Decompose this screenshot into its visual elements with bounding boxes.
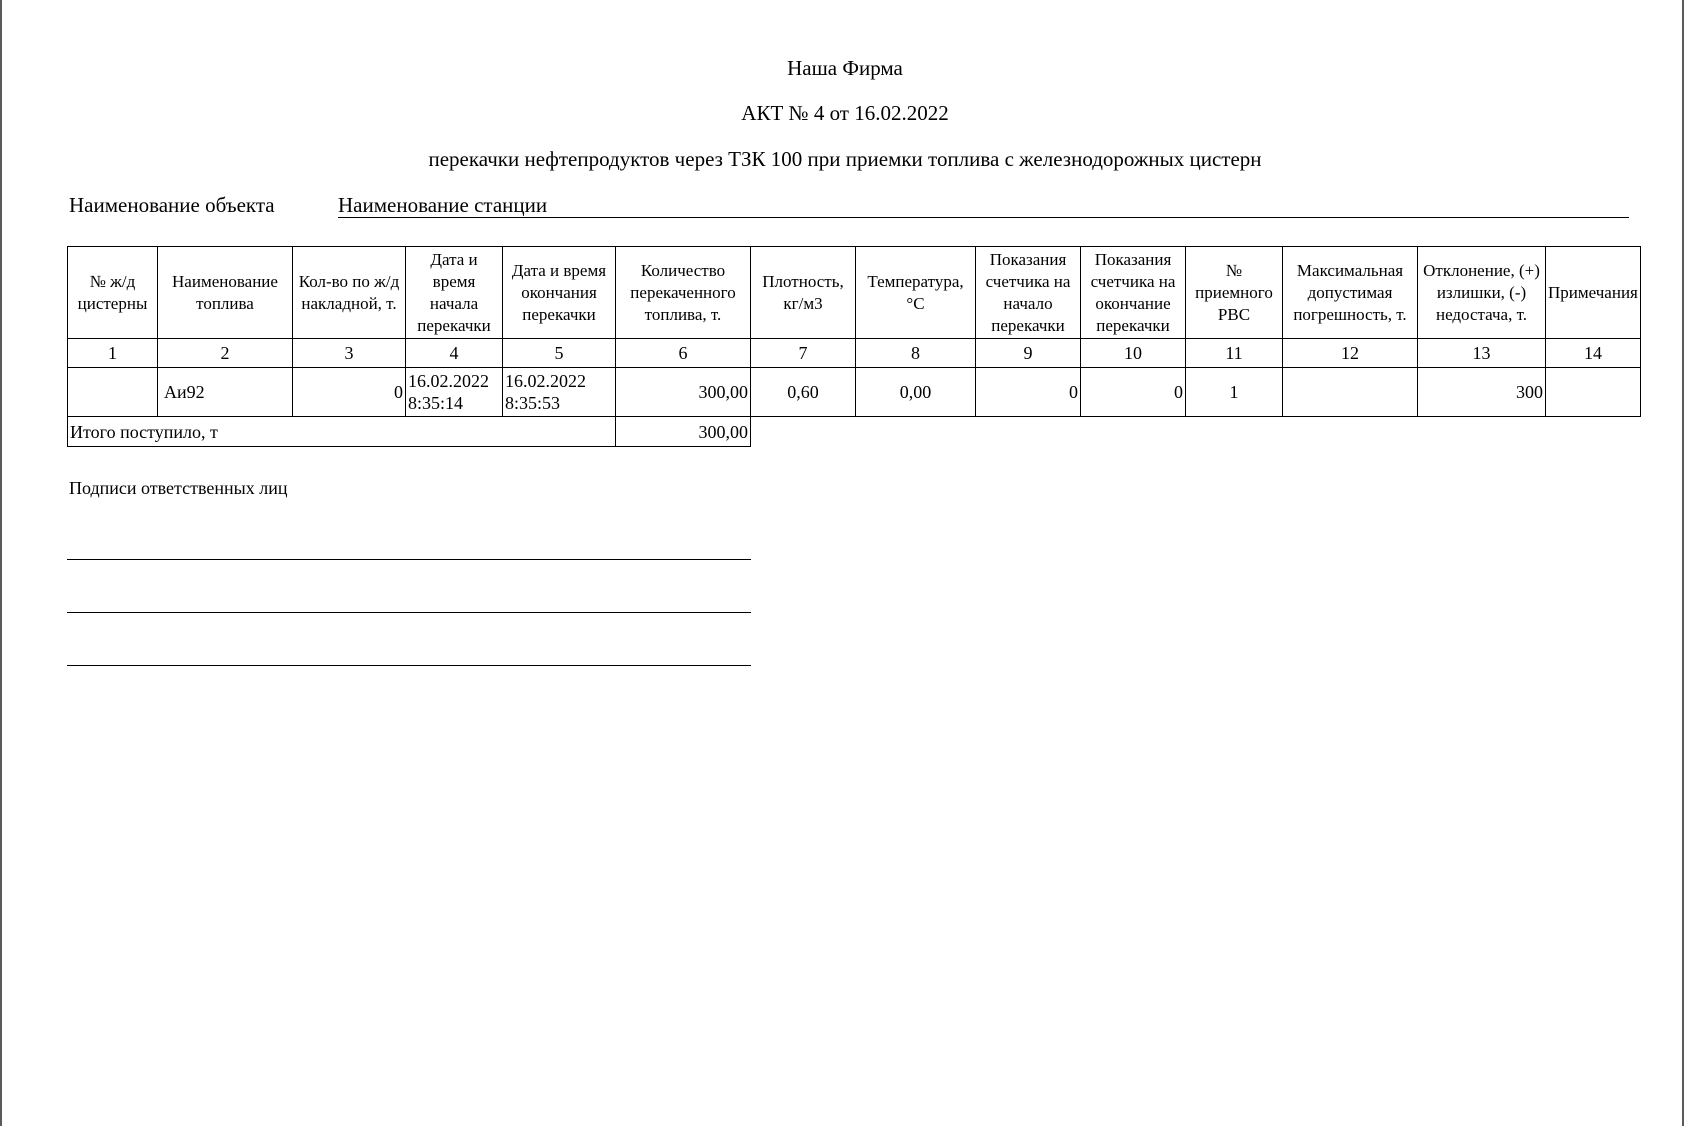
cell-meter-end: 0: [1081, 368, 1186, 417]
object-value-field: [338, 193, 1629, 218]
cell-max-error: [1283, 368, 1418, 417]
column-number: 14: [1546, 339, 1641, 368]
column-header: Дата и время окончания перекачки: [503, 247, 616, 339]
total-value: 300,00: [616, 417, 751, 447]
column-header: Количество перекаченного топлива, т.: [616, 247, 751, 339]
cell-density: 0,60: [751, 368, 856, 417]
column-header: Отклонение, (+) излишки, (-) недостача, т.: [1418, 247, 1546, 339]
column-header: Кол-во по ж/д накладной, т.: [293, 247, 406, 339]
signature-line: [67, 559, 751, 560]
column-number: 7: [751, 339, 856, 368]
cell-start-datetime: 16.02.2022 8:35:14: [406, 368, 503, 417]
pumping-table: [67, 246, 1641, 447]
cell-temperature: 0,00: [856, 368, 976, 417]
object-value: Наименование станции: [338, 193, 548, 217]
cell-notes: [1546, 368, 1641, 417]
total-row-blank: [751, 417, 1641, 447]
column-header: Дата и время начала перекачки: [406, 247, 503, 339]
column-header: Максимальная допустимая погрешность, т.: [1283, 247, 1418, 339]
column-number: 10: [1081, 339, 1186, 368]
column-header: Примечания: [1546, 247, 1641, 339]
column-number: 4: [406, 339, 503, 368]
signature-line: [67, 612, 751, 613]
column-header: № ж/д цистерны: [68, 247, 158, 339]
table-row: [68, 368, 1641, 417]
column-number: 1: [68, 339, 158, 368]
cell-meter-start: 0: [976, 368, 1081, 417]
cell-rvs-no: 1: [1186, 368, 1283, 417]
column-header: Показания счетчика на начало перекачки: [976, 247, 1081, 339]
column-number: 3: [293, 339, 406, 368]
column-header: Температура, °С: [856, 247, 976, 339]
column-number: 6: [616, 339, 751, 368]
cell-waybill-qty: 0: [293, 368, 406, 417]
object-row: [69, 193, 1629, 219]
column-number: 11: [1186, 339, 1283, 368]
column-number-row: [68, 339, 1641, 368]
signature-line: [67, 665, 751, 666]
column-number: 9: [976, 339, 1081, 368]
cell-pumped-qty: 300,00: [616, 368, 751, 417]
column-number: 2: [158, 339, 293, 368]
organization-name: Наша Фирма: [787, 56, 903, 80]
signatures-title: Подписи ответственных лиц: [69, 478, 288, 498]
column-number: 5: [503, 339, 616, 368]
column-header: Показания счетчика на окончание перекачки: [1081, 247, 1186, 339]
column-header: Наименование топлива: [158, 247, 293, 339]
cell-tank-no: [68, 368, 158, 417]
object-label: Наименование объекта: [69, 193, 275, 217]
column-header: Плотность, кг/м3: [751, 247, 856, 339]
cell-end-datetime: 16.02.2022 8:35:53: [503, 368, 616, 417]
total-row: [68, 417, 1641, 447]
act-title: АКТ № 4 от 16.02.2022: [741, 101, 949, 125]
column-number: 13: [1418, 339, 1546, 368]
column-number: 8: [856, 339, 976, 368]
cell-fuel: Аи92: [158, 368, 293, 417]
total-label: Итого поступило, т: [68, 417, 616, 447]
table-header-row: [68, 247, 1641, 339]
act-subtitle: перекачки нефтепродуктов через ТЗК 100 при приемки топлива с железнодорожных цистерн: [428, 147, 1262, 171]
column-number: 12: [1283, 339, 1418, 368]
cell-deviation: 300: [1418, 368, 1546, 417]
column-header: № приемного РВС: [1186, 247, 1283, 339]
